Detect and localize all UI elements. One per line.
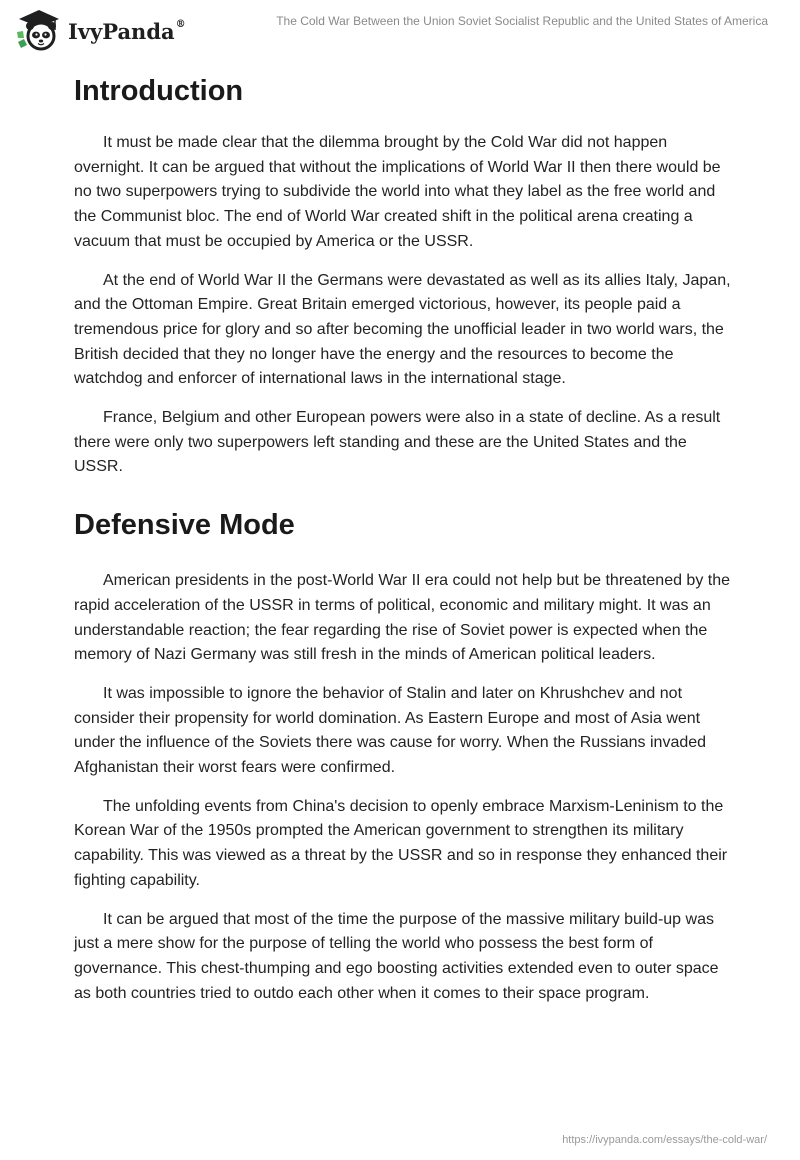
section-heading-defensive-mode: Defensive Mode: [74, 509, 295, 542]
paragraph: It can be argued that most of the time the purpose of the massive military build-up was just a mere show for the purpose of telling the world who possess the best form of governance. This chest-thumping and ego boosting activities extended even to outer space as both countries tried to outdo each other when it comes to their space program.: [74, 910, 719, 1002]
paragraph: France, Belgium and other European powers were also in a state of decline. As a result there were only two superpowers left standing and these are the United States and the USSR.: [74, 409, 721, 476]
paragraph: The unfolding events from China's decision to openly embrace Marxism-Leninism to the Korean War of the 1950s prompted the American government to strengthen its military capability. This was viewed as a threat by the USSR and so in response they enhanced their fighting capability.: [74, 797, 728, 889]
document-title: The Cold War Between the Union Soviet Socialist Republic and the United States of America: [276, 14, 768, 28]
section-heading-introduction: Introduction: [74, 75, 244, 107]
essay-content: [74, 74, 734, 1020]
paragraph: American presidents in the post-World War II era could not help but be threatened by the rapid acceleration of the USSR in terms of political, economic and military might. It was an understandable reaction; the fear regarding the rise of Soviet power is expected when the memory of Nazi Germany was still fresh in the minds of American political leaders.: [74, 572, 731, 664]
paragraph: It must be made clear that the dilemma brought by the Cold War did not happen overnight. It can be argued that without the implications of World War II then there would be no two superpowers trying to subdivide the world into what they label as the free world and the Communist bloc. The end of World War created shift in the political arena creating a vacuum that must be occupied by America or the USSR.: [74, 134, 721, 250]
ivypanda-logo[interactable]: [15, 8, 186, 52]
registered-mark: ®: [175, 18, 186, 30]
footer-url-link[interactable]: https://ivypanda.com/essays/the-cold-war/: [562, 1134, 767, 1146]
brand-name: IvyPanda®: [68, 18, 186, 44]
paragraph: At the end of World War II the Germans were devastated as well as its allies Italy, Japan, and the Ottoman Empire. Great Britain emerged victorious, however, its people paid a tremendous price for glory and so after becoming the unofficial leader in two world wars, the British decided that they no longer have the energy and the resources to become the watchdog and enforcer of international laws in the international stage.: [74, 271, 731, 388]
page-header: [0, 0, 800, 60]
panda-graduate-icon: [15, 8, 63, 52]
paragraph: It was impossible to ignore the behavior of Stalin and later on Khrushchev and not consider their propensity for world domination. As Eastern Europe and most of Asia went under the influence of the Soviets there was cause for worry. When the Russians invaded Afghanistan their worst fears were confirmed.: [74, 684, 707, 777]
